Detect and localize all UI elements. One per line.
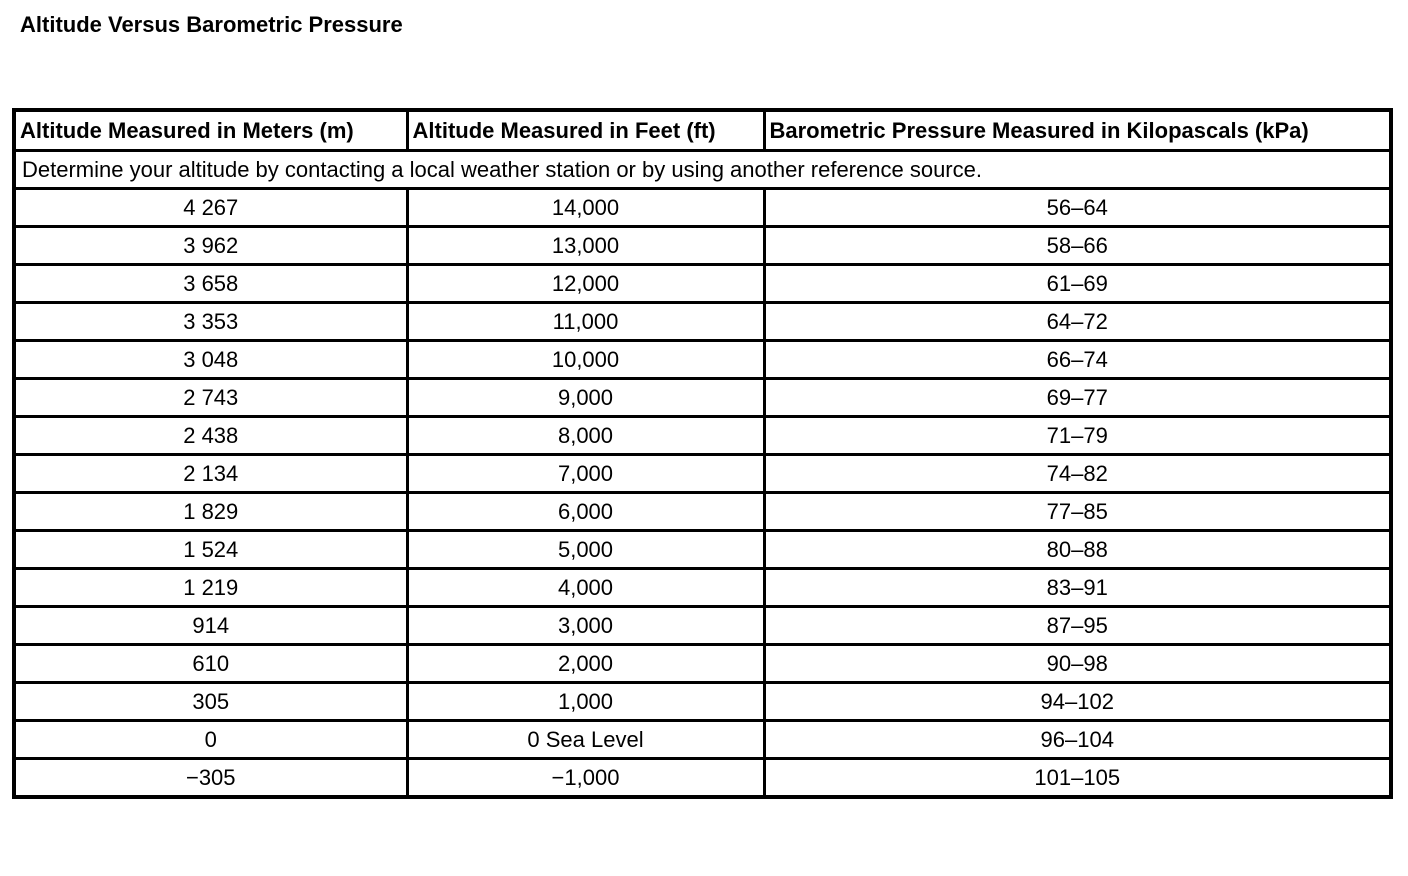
table-row [14, 645, 1391, 683]
table-row [14, 227, 1391, 265]
page-title: Altitude Versus Barometric Pressure [20, 12, 403, 37]
cell-feet: 13,000 [407, 227, 764, 265]
table-note: Determine your altitude by contacting a local weather station or by using another reference source. [14, 151, 1391, 189]
cell-pressure: 80–88 [764, 531, 1391, 569]
table-row [14, 379, 1391, 417]
table-row [14, 341, 1391, 379]
column-header-pressure: Barometric Pressure Measured in Kilopascals (kPa) [764, 110, 1391, 151]
cell-feet: −1,000 [407, 759, 764, 798]
cell-pressure: 69–77 [764, 379, 1391, 417]
cell-feet: 4,000 [407, 569, 764, 607]
cell-meters: 1 219 [14, 569, 407, 607]
cell-feet: 11,000 [407, 303, 764, 341]
cell-meters: 1 829 [14, 493, 407, 531]
cell-meters: 2 743 [14, 379, 407, 417]
cell-pressure: 58–66 [764, 227, 1391, 265]
cell-meters: 4 267 [14, 189, 407, 227]
note-row [14, 151, 1391, 189]
altitude-pressure-table [12, 108, 1393, 799]
cell-feet: 10,000 [407, 341, 764, 379]
cell-pressure: 71–79 [764, 417, 1391, 455]
table-row [14, 455, 1391, 493]
table-header-row [14, 110, 1391, 151]
cell-pressure: 96–104 [764, 721, 1391, 759]
cell-feet: 3,000 [407, 607, 764, 645]
table-row [14, 189, 1391, 227]
cell-pressure: 90–98 [764, 645, 1391, 683]
table-row [14, 303, 1391, 341]
cell-meters: 0 [14, 721, 407, 759]
table-row [14, 683, 1391, 721]
table-row [14, 759, 1391, 798]
cell-pressure: 94–102 [764, 683, 1391, 721]
cell-feet: 8,000 [407, 417, 764, 455]
cell-feet: 14,000 [407, 189, 764, 227]
cell-pressure: 77–85 [764, 493, 1391, 531]
cell-feet: 2,000 [407, 645, 764, 683]
table-row [14, 569, 1391, 607]
cell-meters: 3 048 [14, 341, 407, 379]
cell-pressure: 64–72 [764, 303, 1391, 341]
table-row [14, 721, 1391, 759]
table-row [14, 531, 1391, 569]
cell-meters: 610 [14, 645, 407, 683]
cell-pressure: 74–82 [764, 455, 1391, 493]
cell-feet: 9,000 [407, 379, 764, 417]
cell-feet: 6,000 [407, 493, 764, 531]
cell-feet: 7,000 [407, 455, 764, 493]
cell-pressure: 87–95 [764, 607, 1391, 645]
cell-meters: 914 [14, 607, 407, 645]
cell-pressure: 56–64 [764, 189, 1391, 227]
cell-pressure: 101–105 [764, 759, 1391, 798]
cell-meters: −305 [14, 759, 407, 798]
cell-meters: 2 438 [14, 417, 407, 455]
table-row [14, 607, 1391, 645]
table-row [14, 493, 1391, 531]
table-row [14, 265, 1391, 303]
table-row [14, 417, 1391, 455]
cell-pressure: 61–69 [764, 265, 1391, 303]
cell-pressure: 66–74 [764, 341, 1391, 379]
cell-meters: 305 [14, 683, 407, 721]
column-header-feet: Altitude Measured in Feet (ft) [407, 110, 764, 151]
cell-meters: 3 962 [14, 227, 407, 265]
cell-meters: 3 353 [14, 303, 407, 341]
cell-feet: 0 Sea Level [407, 721, 764, 759]
column-header-meters: Altitude Measured in Meters (m) [14, 110, 407, 151]
cell-feet: 12,000 [407, 265, 764, 303]
cell-feet: 5,000 [407, 531, 764, 569]
cell-pressure: 83–91 [764, 569, 1391, 607]
cell-meters: 3 658 [14, 265, 407, 303]
cell-meters: 2 134 [14, 455, 407, 493]
cell-feet: 1,000 [407, 683, 764, 721]
cell-meters: 1 524 [14, 531, 407, 569]
